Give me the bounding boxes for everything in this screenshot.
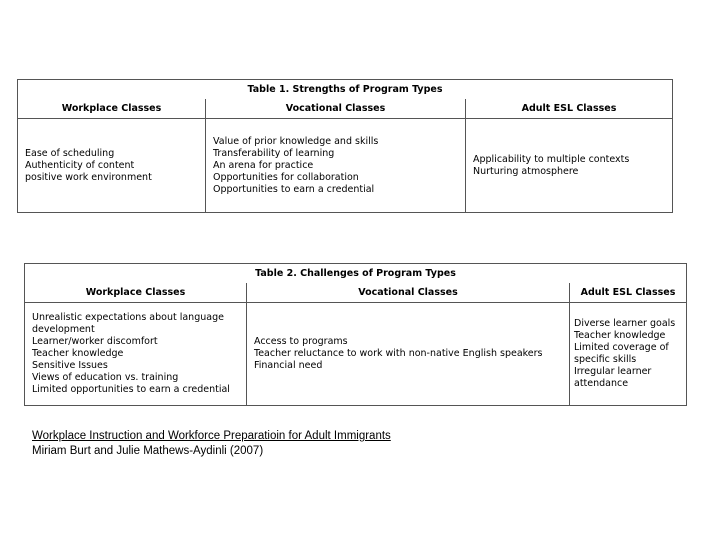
column-header-vocational: Vocational Classes	[247, 283, 570, 303]
table-title: Table 2. Challenges of Program Types	[25, 264, 687, 284]
table-title: Table 1. Strengths of Program Types	[18, 80, 673, 100]
column-header-workplace: Workplace Classes	[18, 99, 206, 119]
list-item: Teacher knowledge	[32, 348, 124, 359]
list-item: Views of education vs. training	[32, 372, 179, 383]
workplace-challenges-cell	[25, 303, 247, 406]
list-item: Applicability to multiple contexts	[473, 153, 630, 165]
strengths-table	[17, 79, 673, 213]
workplace-strengths-cell	[18, 119, 206, 213]
citation-authors: Miriam Burt and Julie Mathews-Aydinli (2007)	[32, 445, 264, 457]
column-header-workplace: Workplace Classes	[25, 283, 247, 303]
vocational-strengths-cell	[206, 119, 466, 213]
list-item: Value of prior knowledge and skills	[213, 135, 379, 147]
esl-challenges-cell	[570, 303, 687, 406]
list-item: Financial need	[254, 360, 323, 371]
esl-strengths-cell	[466, 119, 673, 213]
column-header-adult-esl: Adult ESL Classes	[570, 283, 687, 303]
list-item: Irregular learner attendance	[574, 366, 652, 389]
list-item: Limited coverage of specific skills	[574, 342, 669, 365]
list-item: Unrealistic expectations about language development	[32, 312, 224, 335]
list-item: Transferability of learning	[213, 147, 335, 159]
list-item: Authenticity of content	[25, 159, 135, 171]
table-row	[18, 119, 673, 213]
list-item: Nurturing atmosphere	[473, 165, 579, 177]
citation-title: Workplace Instruction and Workforce Preparatioin for Adult Immigrants	[32, 430, 391, 442]
list-item: Opportunities to earn a credential	[213, 183, 375, 195]
list-item: Limited opportunities to earn a credential	[32, 384, 230, 395]
list-item: Access to programs	[254, 336, 348, 347]
list-item: Diverse learner goals	[574, 318, 676, 329]
table-row	[25, 303, 687, 406]
list-item: Learner/worker discomfort	[32, 336, 158, 347]
list-item: An arena for practice	[213, 159, 314, 171]
list-item: Ease of scheduling	[25, 147, 115, 159]
vocational-challenges-cell	[247, 303, 570, 406]
column-header-adult-esl: Adult ESL Classes	[466, 99, 673, 119]
list-item: Sensitive Issues	[32, 360, 108, 371]
list-item: Opportunities for collaboration	[213, 171, 359, 183]
list-item: Teacher knowledge	[574, 330, 666, 341]
challenges-table	[24, 263, 687, 406]
column-header-vocational: Vocational Classes	[206, 99, 466, 119]
list-item: positive work environment	[25, 171, 152, 183]
list-item: Teacher reluctance to work with non-native English speakers	[254, 348, 543, 359]
